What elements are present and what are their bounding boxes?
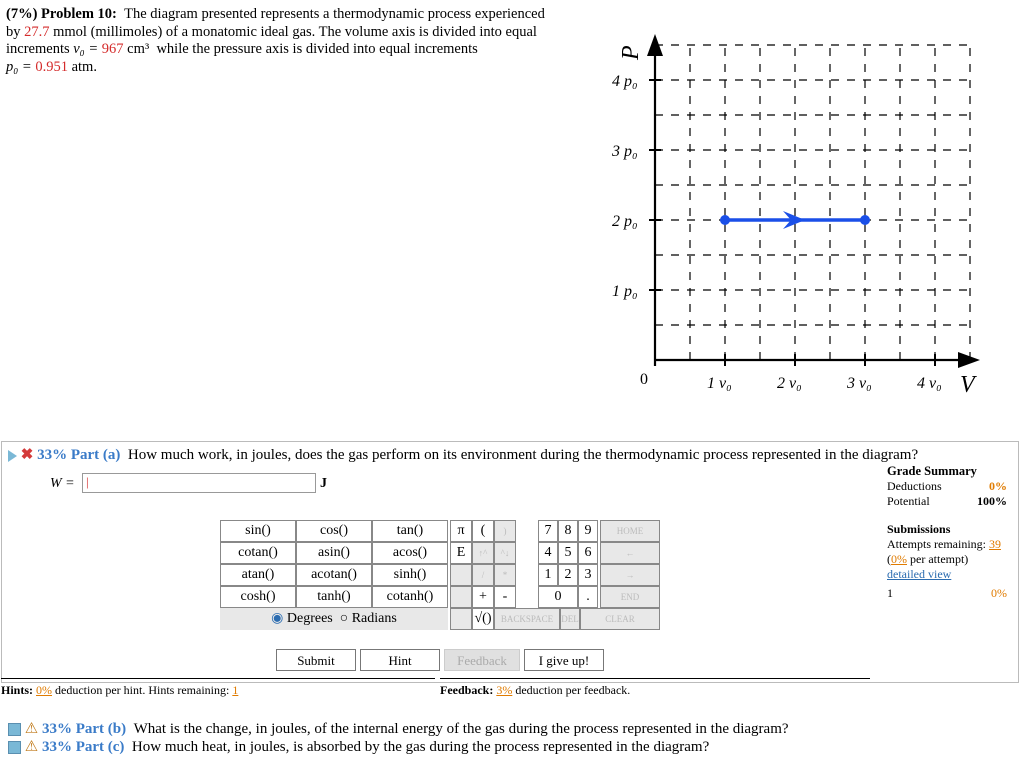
detailed-view-link[interactable]: detailed view	[887, 567, 952, 581]
calc-minus[interactable]: -	[494, 586, 516, 608]
calc-digit[interactable]: 3	[578, 564, 598, 586]
part-a-panel	[1, 441, 1019, 683]
calc-func-sinh[interactable]: sinh()	[372, 564, 448, 586]
deductions-label: Deductions	[887, 479, 942, 493]
document-icon	[8, 723, 21, 736]
calc-slash[interactable]: /	[472, 564, 494, 586]
answer-input[interactable]: |	[82, 473, 316, 493]
calc-func-cotanh[interactable]: cotanh()	[372, 586, 448, 608]
grid	[655, 45, 970, 360]
degrees-radio-icon[interactable]: ◉	[271, 611, 284, 626]
degrees-label: Degrees	[286, 611, 333, 626]
submit-button[interactable]: Submit	[276, 649, 356, 671]
hints-label: Hints:	[1, 683, 34, 697]
calc-digit[interactable]: 8	[558, 520, 578, 542]
feedback-bar	[440, 678, 870, 698]
amount-value: 27.7	[24, 23, 50, 40]
part-b-title: 33% Part (b)	[41, 721, 127, 737]
problem-by: by	[6, 23, 21, 40]
process-end-point	[860, 215, 870, 225]
per-attempt-text: per attempt)	[910, 552, 969, 566]
calc-clear[interactable]: CLEAR	[580, 608, 660, 630]
radians-label: Radians	[351, 611, 397, 626]
y-tick-label: 4 p₀	[612, 73, 638, 90]
document-icon	[8, 741, 21, 754]
per-attempt-open: (	[887, 552, 891, 566]
feedback-pct: 3%	[496, 683, 513, 697]
part-b-row[interactable]	[8, 719, 789, 738]
calc-pi[interactable]: π	[450, 520, 472, 542]
deductions-value: 0%	[989, 479, 1007, 493]
hints-pct: 0%	[36, 683, 53, 697]
attempts-value: 39	[988, 537, 1001, 551]
calc-open-paren[interactable]: (	[472, 520, 494, 542]
calc-end[interactable]: END	[600, 586, 660, 608]
wrong-x-icon: ✖	[20, 447, 34, 463]
v0-symbol: v₀ =	[73, 41, 99, 57]
per-attempt-value: 0%	[891, 552, 907, 566]
radians-radio-icon[interactable]: ○	[339, 611, 349, 626]
calc-digit[interactable]: 5	[558, 542, 578, 564]
calc-sqrt[interactable]: √()	[472, 608, 494, 630]
feedback-button[interactable]: Feedback	[444, 649, 520, 671]
attempts-label: Attempts remaining:	[887, 537, 986, 551]
part-a-header	[8, 445, 918, 464]
feedback-text: deduction per feedback.	[515, 683, 631, 697]
calc-digit[interactable]: 9	[578, 520, 598, 542]
y-axis-label: P	[618, 45, 644, 60]
problem-text-1: The diagram presented represents a thermodynamic process experienced	[124, 6, 545, 22]
hints-text: deduction per hint. Hints remaining:	[55, 683, 230, 697]
calc-digit[interactable]: 0	[538, 586, 578, 608]
give-up-button[interactable]: I give up!	[524, 649, 604, 671]
calc-digit[interactable]: 6	[578, 542, 598, 564]
problem-increments: increments	[6, 41, 70, 57]
calc-del[interactable]: DEL	[560, 608, 580, 630]
part-c-title: 33% Part (c)	[41, 739, 125, 755]
process-start-point	[720, 215, 730, 225]
calc-func-cosh[interactable]: cosh()	[220, 586, 296, 608]
calc-back-arrow[interactable]: ←	[600, 542, 660, 564]
potential-label: Potential	[887, 494, 930, 508]
v0-value: 967	[101, 41, 124, 57]
calc-e[interactable]: E	[450, 542, 472, 564]
calc-close-paren[interactable]: )	[494, 520, 516, 542]
y-ticks	[611, 73, 661, 300]
calc-up[interactable]: ↑^	[472, 542, 494, 564]
calc-home[interactable]: HOME	[600, 520, 660, 542]
calc-star[interactable]: *	[494, 564, 516, 586]
grade-summary	[887, 464, 1007, 601]
calc-func-cotan[interactable]: cotan()	[220, 542, 296, 564]
part-b-question: What is the change, in joules, of the internal energy of the gas during the process represented in the diagram?	[133, 721, 789, 737]
calc-fwd-arrow[interactable]: →	[600, 564, 660, 586]
calc-blank	[450, 608, 472, 630]
calc-func-sin[interactable]: sin()	[220, 520, 296, 542]
calc-func-atan[interactable]: atan()	[220, 564, 296, 586]
warning-icon: ⚠	[24, 739, 39, 755]
answer-variable: W =	[50, 476, 75, 491]
y-tick-label: 2 p₀	[612, 213, 638, 230]
calc-blank	[450, 564, 472, 586]
calc-digit[interactable]: 7	[538, 520, 558, 542]
p0-unit: atm.	[71, 58, 97, 75]
answer-unit: J	[320, 476, 327, 491]
calc-backspace[interactable]: BACKSPACE	[494, 608, 560, 630]
part-a-question: How much work, in joules, does the gas perform on its environment during the thermodynamic process represented in the diagram?	[127, 447, 919, 463]
calc-caret[interactable]: ^↓	[494, 542, 516, 564]
calc-func-acos[interactable]: acos()	[372, 542, 448, 564]
p0-value: 0.951	[35, 58, 68, 75]
x-tick-label: 3 v₀	[847, 375, 872, 392]
calc-plus[interactable]: +	[472, 586, 494, 608]
hints-remaining: 1	[232, 683, 239, 697]
calc-func-tanh[interactable]: tanh()	[296, 586, 372, 608]
calc-func-cos[interactable]: cos()	[296, 520, 372, 542]
warning-icon: ⚠	[24, 721, 39, 737]
x-tick-label: 4 v₀	[917, 375, 942, 392]
calc-blank	[450, 586, 472, 608]
problem-label: Problem 10:	[41, 6, 117, 22]
angle-mode	[220, 608, 448, 630]
submissions-title: Submissions	[887, 522, 951, 536]
grade-summary-title: Grade Summary	[887, 464, 977, 478]
y-tick-label: 1 p₀	[612, 283, 638, 300]
calc-func-tan[interactable]: tan()	[372, 520, 448, 542]
calc-digit[interactable]: 4	[538, 542, 558, 564]
x-axis-label: V	[960, 372, 975, 398]
problem-percent: (7%)	[6, 6, 38, 22]
p0-symbol: p₀ =	[6, 58, 32, 75]
problem-text-3: while the pressure axis is divided into equal increments	[156, 41, 478, 57]
calc-digit[interactable]: 1	[538, 564, 558, 586]
pv-diagram	[600, 28, 1000, 400]
x-axis-arrow-icon	[958, 352, 980, 368]
feedback-label: Feedback:	[440, 683, 494, 697]
hints-bar	[1, 678, 435, 698]
x-tick-label: 2 v₀	[777, 375, 802, 392]
calc-func-asin[interactable]: asin()	[296, 542, 372, 564]
calc-digit[interactable]: 2	[558, 564, 578, 586]
origin-label: 0	[640, 371, 648, 388]
part-c-question: How much heat, in joules, is absorbed by the gas during the process represented in the diagram?	[131, 739, 710, 755]
hint-button[interactable]: Hint	[360, 649, 440, 671]
problem-statement	[6, 6, 596, 76]
expand-triangle-icon[interactable]	[8, 450, 17, 462]
submission-score: 0%	[991, 586, 1007, 600]
v0-unit: cm³	[127, 41, 150, 57]
problem-text-2: mmol (millimoles) of a monatomic ideal gas. The volume axis is divided into equal	[53, 23, 537, 40]
submission-number: 1	[887, 586, 893, 600]
potential-value: 100%	[977, 494, 1007, 508]
part-c-row[interactable]	[8, 737, 709, 756]
calc-func-acotan[interactable]: acotan()	[296, 564, 372, 586]
calculator	[220, 520, 660, 632]
part-a-title: 33% Part (a)	[37, 447, 121, 463]
x-tick-label: 1 v₀	[707, 375, 732, 392]
y-tick-label: 3 p₀	[612, 143, 638, 160]
calc-dot[interactable]: .	[578, 586, 598, 608]
